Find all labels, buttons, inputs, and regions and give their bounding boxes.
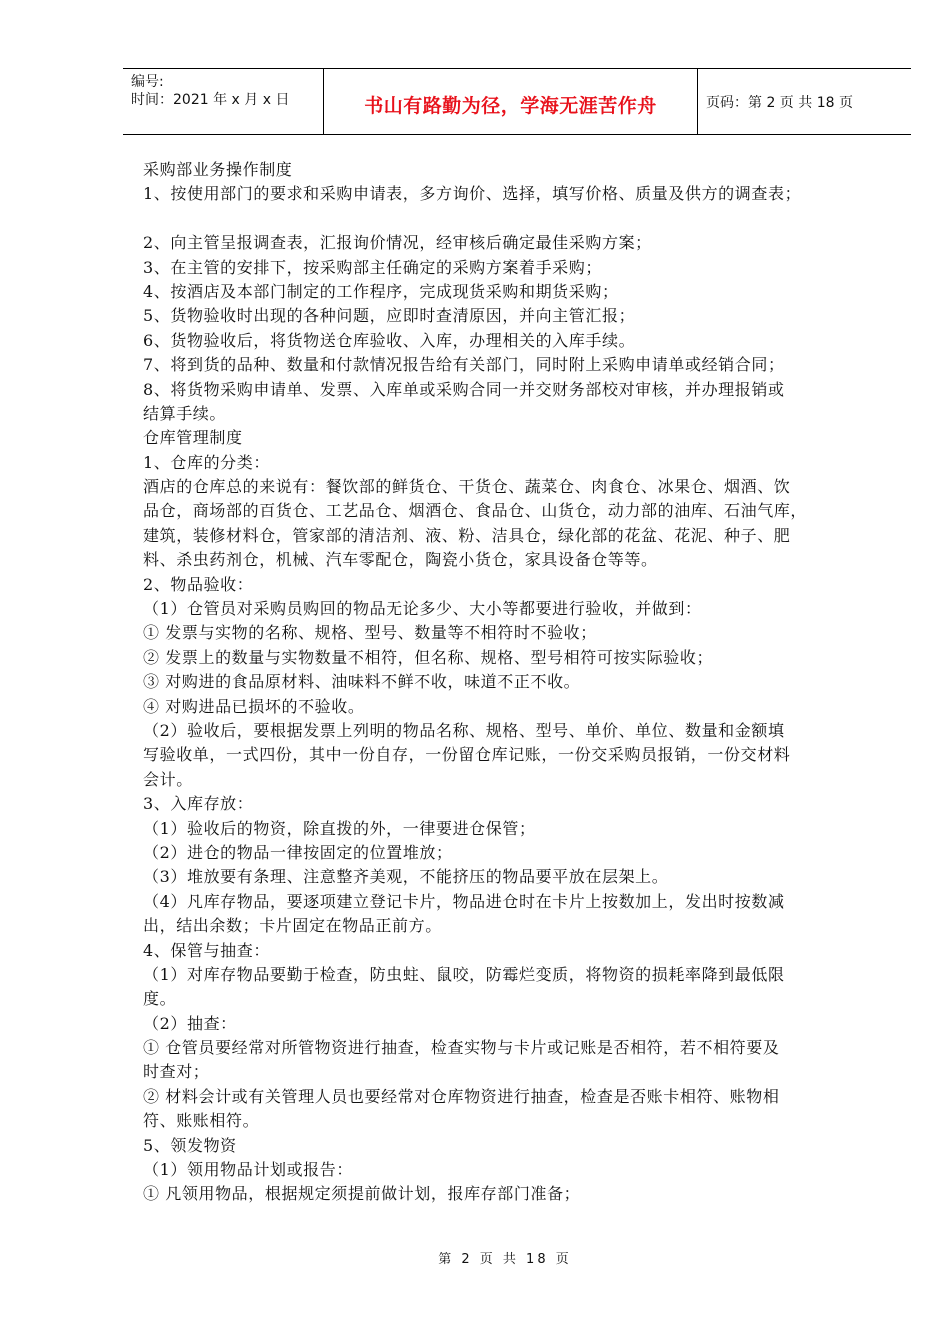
text-line: 出，结出余数；卡片固定在物品正前方。 [143, 916, 442, 936]
text-line: ① 凡领用物品，根据规定须提前做计划，报库存部门准备； [143, 1184, 581, 1204]
text-line: ① 发票与实物的名称、规格、型号、数量等不相符时不验收； [143, 623, 597, 643]
text-line: （1）领用物品计划或报告： [143, 1160, 353, 1180]
document-code-label: 编号: [131, 74, 164, 90]
text-line: 1、按使用部门的要求和采购申请表，多方询价、选择，填写价格、质量及供方的调查表； [143, 184, 802, 204]
text-line: 3、在主管的安排下，按采购部主任确定的采购方案着手采购； [143, 257, 602, 277]
blank-line [143, 207, 903, 231]
text-line: 3、入库存放： [143, 794, 254, 814]
text-line: 会计。 [143, 769, 193, 789]
header-table [123, 68, 911, 135]
text-line: （4）凡库存物品，要逐项建立登记卡片，物品进仓时在卡片上按数加上，发出时按数减 [143, 891, 785, 911]
text-line: 5、货物验收时出现的各种问题，应即时查清原因，并向主管汇报； [143, 306, 636, 326]
text-line: ④ 对购进品已损坏的不验收。 [143, 696, 365, 716]
text-line: 4、保管与抽查： [143, 940, 270, 960]
header-info-cell [123, 69, 324, 134]
text-line: 2、物品验收： [143, 574, 254, 594]
text-line: 酒店的仓库总的来说有：餐饮部的鲜货仓、干货仓、蔬菜仓、肉食仓、冰果仓、烟酒、饮 [143, 477, 791, 497]
text-line: 品仓，商场部的百货仓、工艺品仓、烟酒仓、食品仓、山货仓，动力部的油库、石油气库， [143, 501, 808, 521]
text-line: 符、账账相符。 [143, 1111, 260, 1131]
header-motto: 书山有路勤为径，学海无涯苦作舟 [364, 95, 657, 117]
text-line: 6、货物验收后，将货物送仓库验收、入库，办理相关的入库手续。 [143, 330, 636, 350]
text-line: ① 仓管员要经常对所管物资进行抽查，检查实物与卡片或记账是否相符，若不相符要及 [143, 1038, 780, 1058]
text-line: 料、杀虫药剂仓，机械、汽车零配仓，陶瓷小货仓，家具设备仓等等。 [143, 550, 658, 570]
text-line: （2）抽查： [143, 1013, 237, 1033]
text-line: 结算手续。 [143, 403, 227, 423]
text-line: 5、领发物资 [143, 1135, 237, 1155]
text-line: 度。 [143, 989, 177, 1009]
text-line: （2）验收后，要根据发票上列明的物品名称、规格、型号、单价、单位、数量和金额填 [143, 720, 785, 740]
text-line: 2、向主管呈报调查表，汇报询价情况，经审核后确定最佳采购方案； [143, 233, 652, 253]
text-line: 8、将货物采购申请单、发票、入库单或采购合同一并交财务部校对审核，并办理报销或 [143, 379, 785, 399]
text-line: （2）进仓的物品一律按固定的位置堆放； [143, 842, 453, 862]
text-line: 7、将到货的品种、数量和付款情况报告给有关部门，同时附上采购申请单或经销合同； [143, 355, 785, 375]
text-line: ② 材料会计或有关管理人员也要经常对仓库物资进行抽查，检查是否账卡相符、账物相 [143, 1086, 780, 1106]
text-line: 仓库管理制度 [143, 428, 243, 448]
text-line: （1）验收后的物资，除直拨的外，一律要进仓保管； [143, 818, 536, 838]
header-page-number: 页码：第 2 页 共 18 页 [706, 95, 853, 111]
text-line: ② 发票上的数量与实物数量不相符，但名称、规格、型号相符可按实际验收； [143, 647, 714, 667]
text-line: （1）对库存物品要勤于检查，防虫蛀、鼠咬，防霉烂变质，将物资的损耗率降到最低限 [143, 964, 785, 984]
text-line: ③ 对购进的食品原材料、油味料不鲜不收，味道不正不收。 [143, 672, 581, 692]
text-line: 4、按酒店及本部门制定的工作程序，完成现货采购和期货采购； [143, 281, 619, 301]
document-time-label: 时间：2021 年 x 月 x 日 [131, 92, 290, 108]
header-page-cell [698, 69, 911, 134]
text-line: （3）堆放要有条理、注意整齐美观，不能挤压的物品要平放在层架上。 [143, 867, 669, 887]
page-footer: 第 2 页 共 18 页 [438, 1252, 572, 1267]
text-line: （1）仓管员对采购员购回的物品无论多少、大小等都要进行验收，并做到： [143, 599, 702, 619]
text-line: 写验收单，一式四份，其中一份自存，一份留仓库记账，一份交采购员报销，一份交材料 [143, 745, 791, 765]
text-line: 1、仓库的分类： [143, 452, 270, 472]
text-line: 采购部业务操作制度 [143, 160, 293, 179]
text-line: 建筑，装修材料仓，管家部的清洁剂、液、粉、洁具仓，绿化部的花盆、花泥、种子、肥 [143, 525, 791, 545]
document-body [143, 158, 903, 1207]
header-motto-cell [324, 69, 698, 134]
text-line: 时查对； [143, 1062, 210, 1082]
